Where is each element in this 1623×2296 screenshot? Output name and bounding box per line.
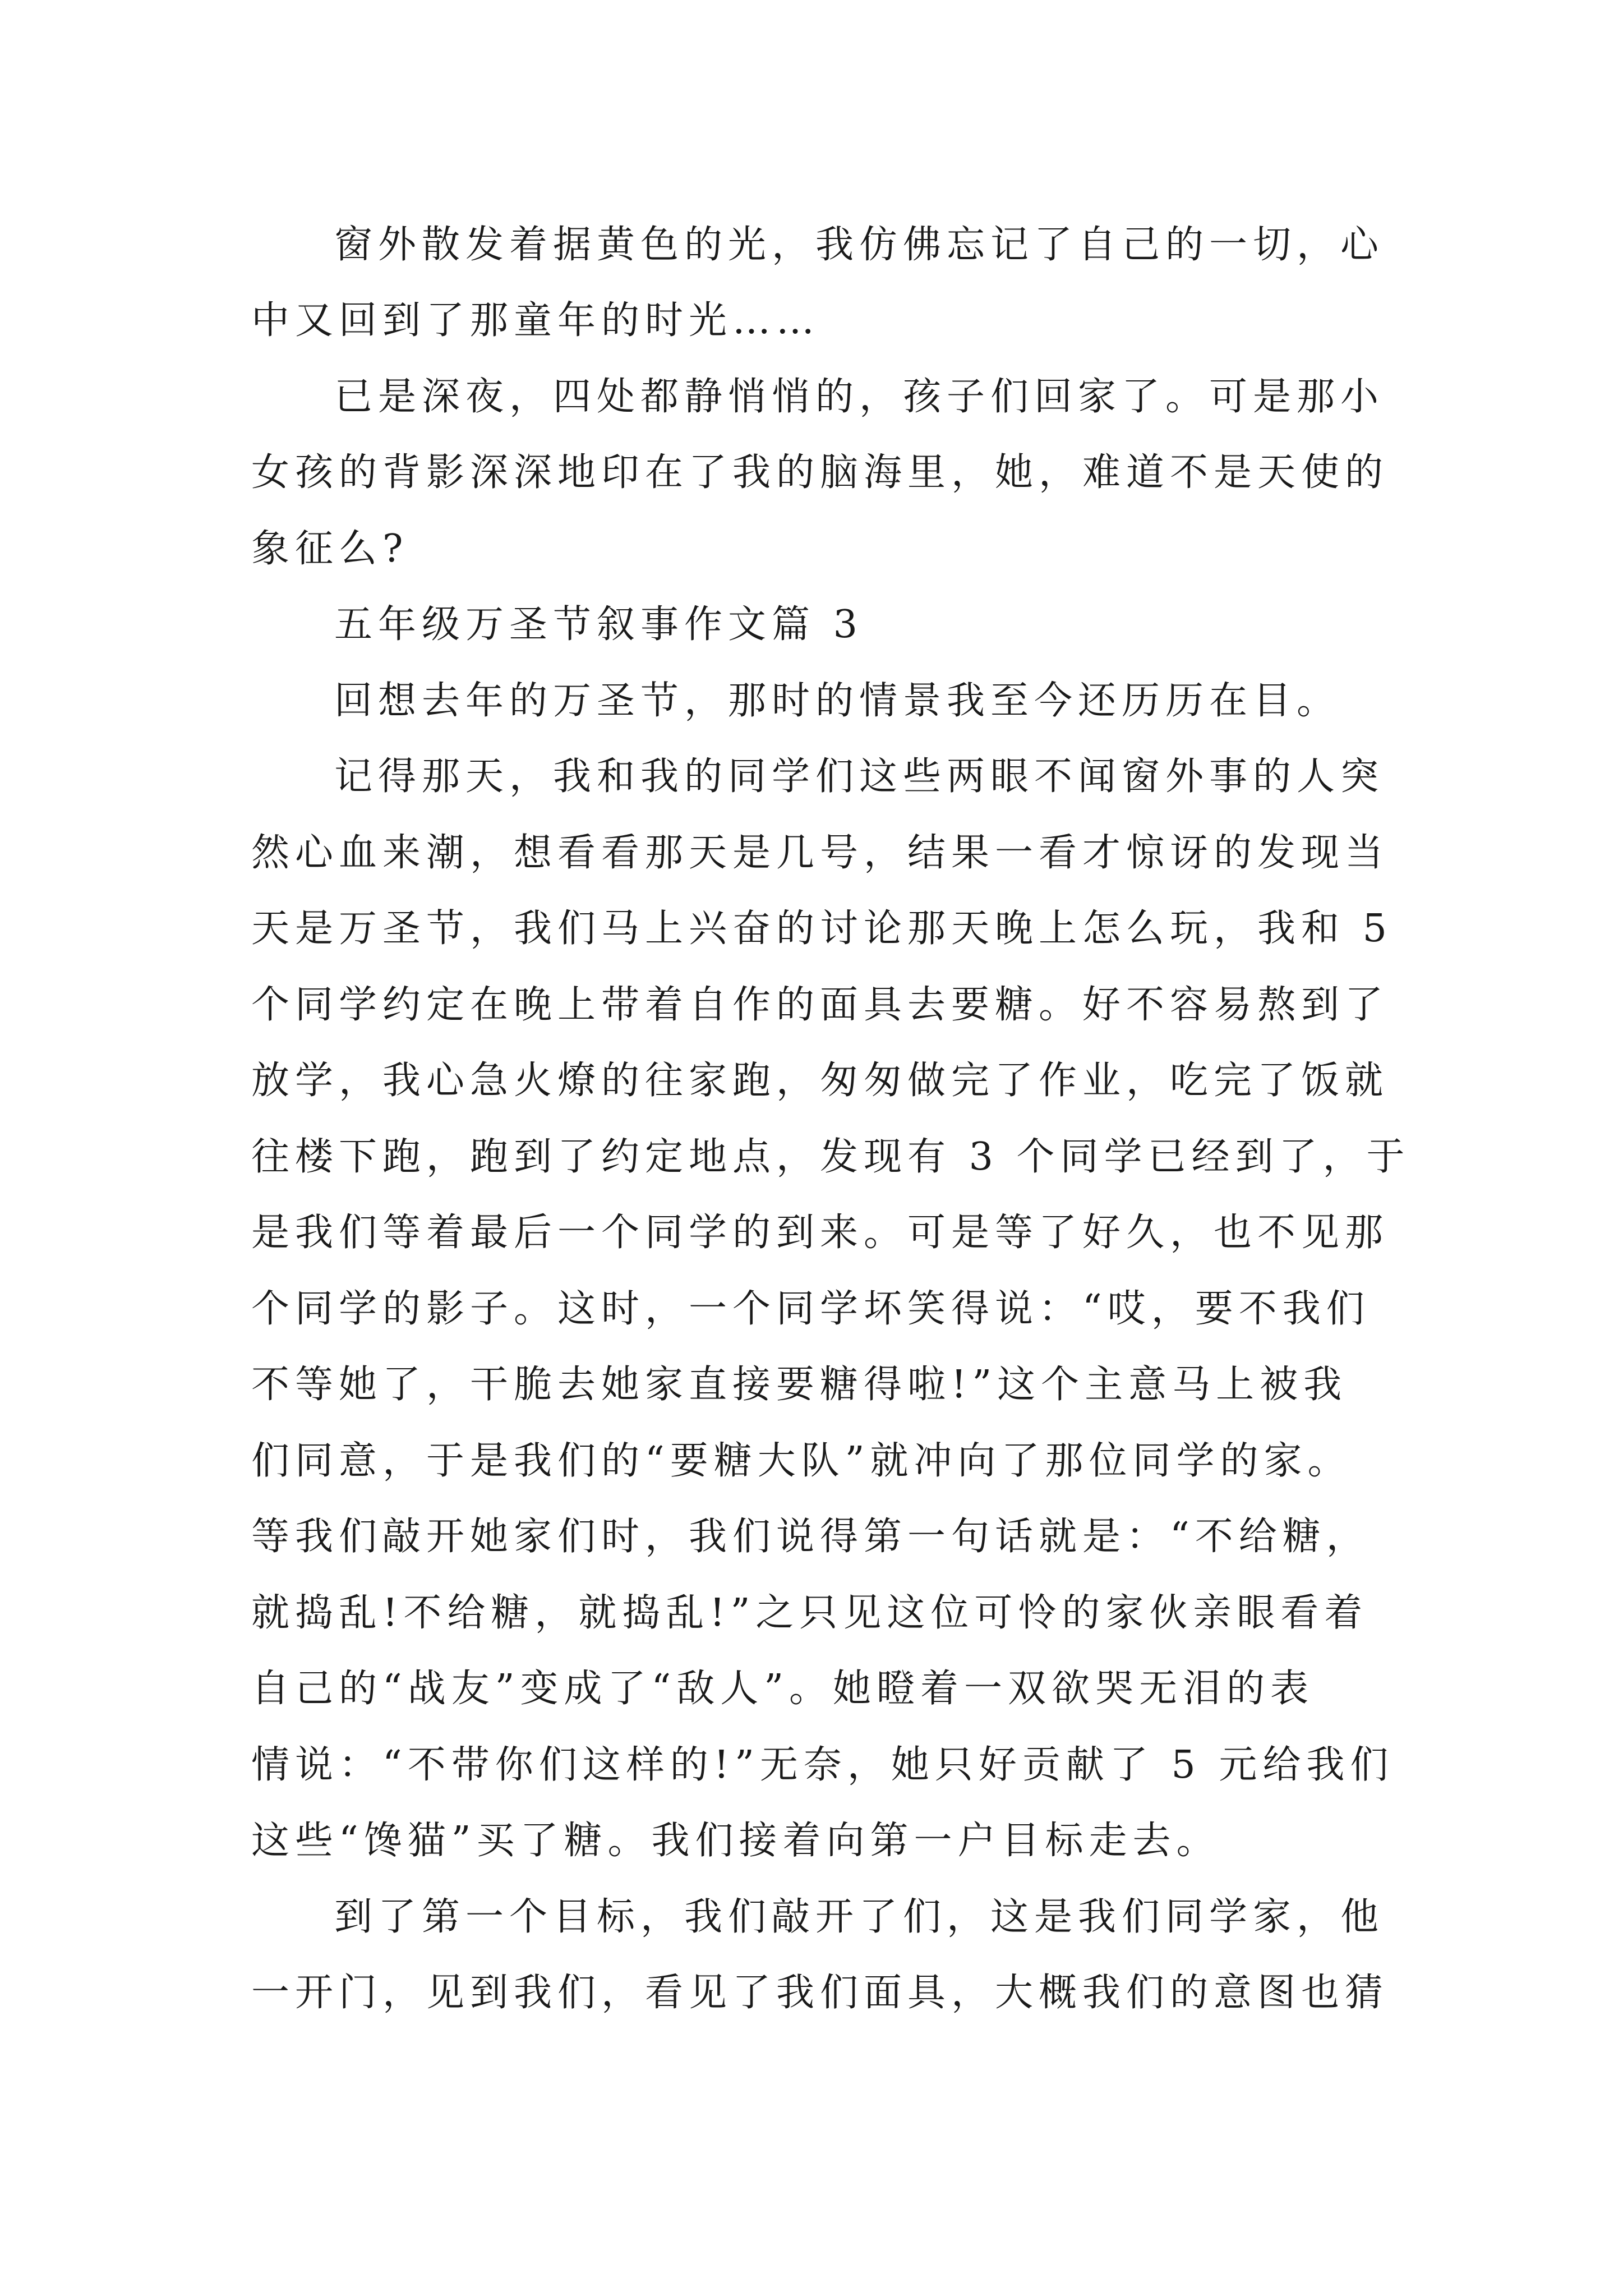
text-line: 女孩的背影深深地印在了我的脑海里，她，难道不是天使的	[251, 450, 1389, 495]
text-line: 是我们等着最后一个同学的到来。可是等了好久，也不见那	[251, 1211, 1389, 1255]
text-line: 个同学的影子。这时，一个同学坏笑得说：“哎，要不我们	[251, 1287, 1370, 1331]
text-line: 自己的“战友”变成了“敌人”。她瞪着一双欲哭无泪的表	[251, 1667, 1315, 1711]
text-line: 等我们敲开她家们时，我们说得第一句话就是：“不给糖，	[251, 1515, 1370, 1559]
text-line: 天是万圣节，我们马上兴奋的讨论那天晚上怎么玩，我和 5	[251, 907, 1393, 951]
text-line: 已是深夜，四处都静悄悄的，孩子们回家了。可是那小	[334, 375, 1385, 419]
text-line: 到了第一个目标，我们敲开了们，这是我们同学家，他	[334, 1895, 1385, 1939]
text-line: 就捣乱!不给糖，就捣乱!”之只见这位可怜的家伙亲眼看着	[251, 1591, 1368, 1635]
text-line: 不等她了，干脆去她家直接要糖得啦!”这个主意马上被我	[251, 1363, 1348, 1407]
text-line: 情说：“不带你们这样的!”无奈，她只好贡献了 5 元给我们	[251, 1743, 1394, 1787]
text-line: 往楼下跑，跑到了约定地点，发现有 3 个同学已经到了，于	[251, 1135, 1410, 1179]
text-line: 回想去年的万圣节，那时的情景我至今还历历在目。	[334, 679, 1341, 723]
text-line: 们同意，于是我们的“要糖大队”就冲向了那位同学的家。	[251, 1439, 1352, 1483]
section-heading: 五年级万圣节叙事作文篇 3	[334, 602, 863, 647]
text-line: 中又回到了那童年的时光……	[251, 298, 820, 343]
text-line: 放学，我心急火燎的往家跑，匆匆做完了作业，吃完了饭就	[251, 1059, 1389, 1103]
text-line: 然心血来潮，想看看那天是几号，结果一看才惊讶的发现当	[251, 831, 1389, 875]
text-line: 象征么?	[251, 527, 409, 571]
text-line: 记得那天，我和我的同学们这些两眼不闻窗外事的人突	[334, 754, 1385, 799]
text-line: 窗外散发着据黄色的光，我仿佛忘记了自己的一切，心	[334, 223, 1385, 267]
text-line: 一开门，见到我们，看见了我们面具，大概我们的意图也猜	[251, 1971, 1389, 2015]
text-line: 个同学约定在晚上带着自作的面具去要糖。好不容易熬到了	[251, 983, 1389, 1027]
text-line: 这些“馋猫”买了糖。我们接着向第一户目标走去。	[251, 1819, 1220, 1863]
